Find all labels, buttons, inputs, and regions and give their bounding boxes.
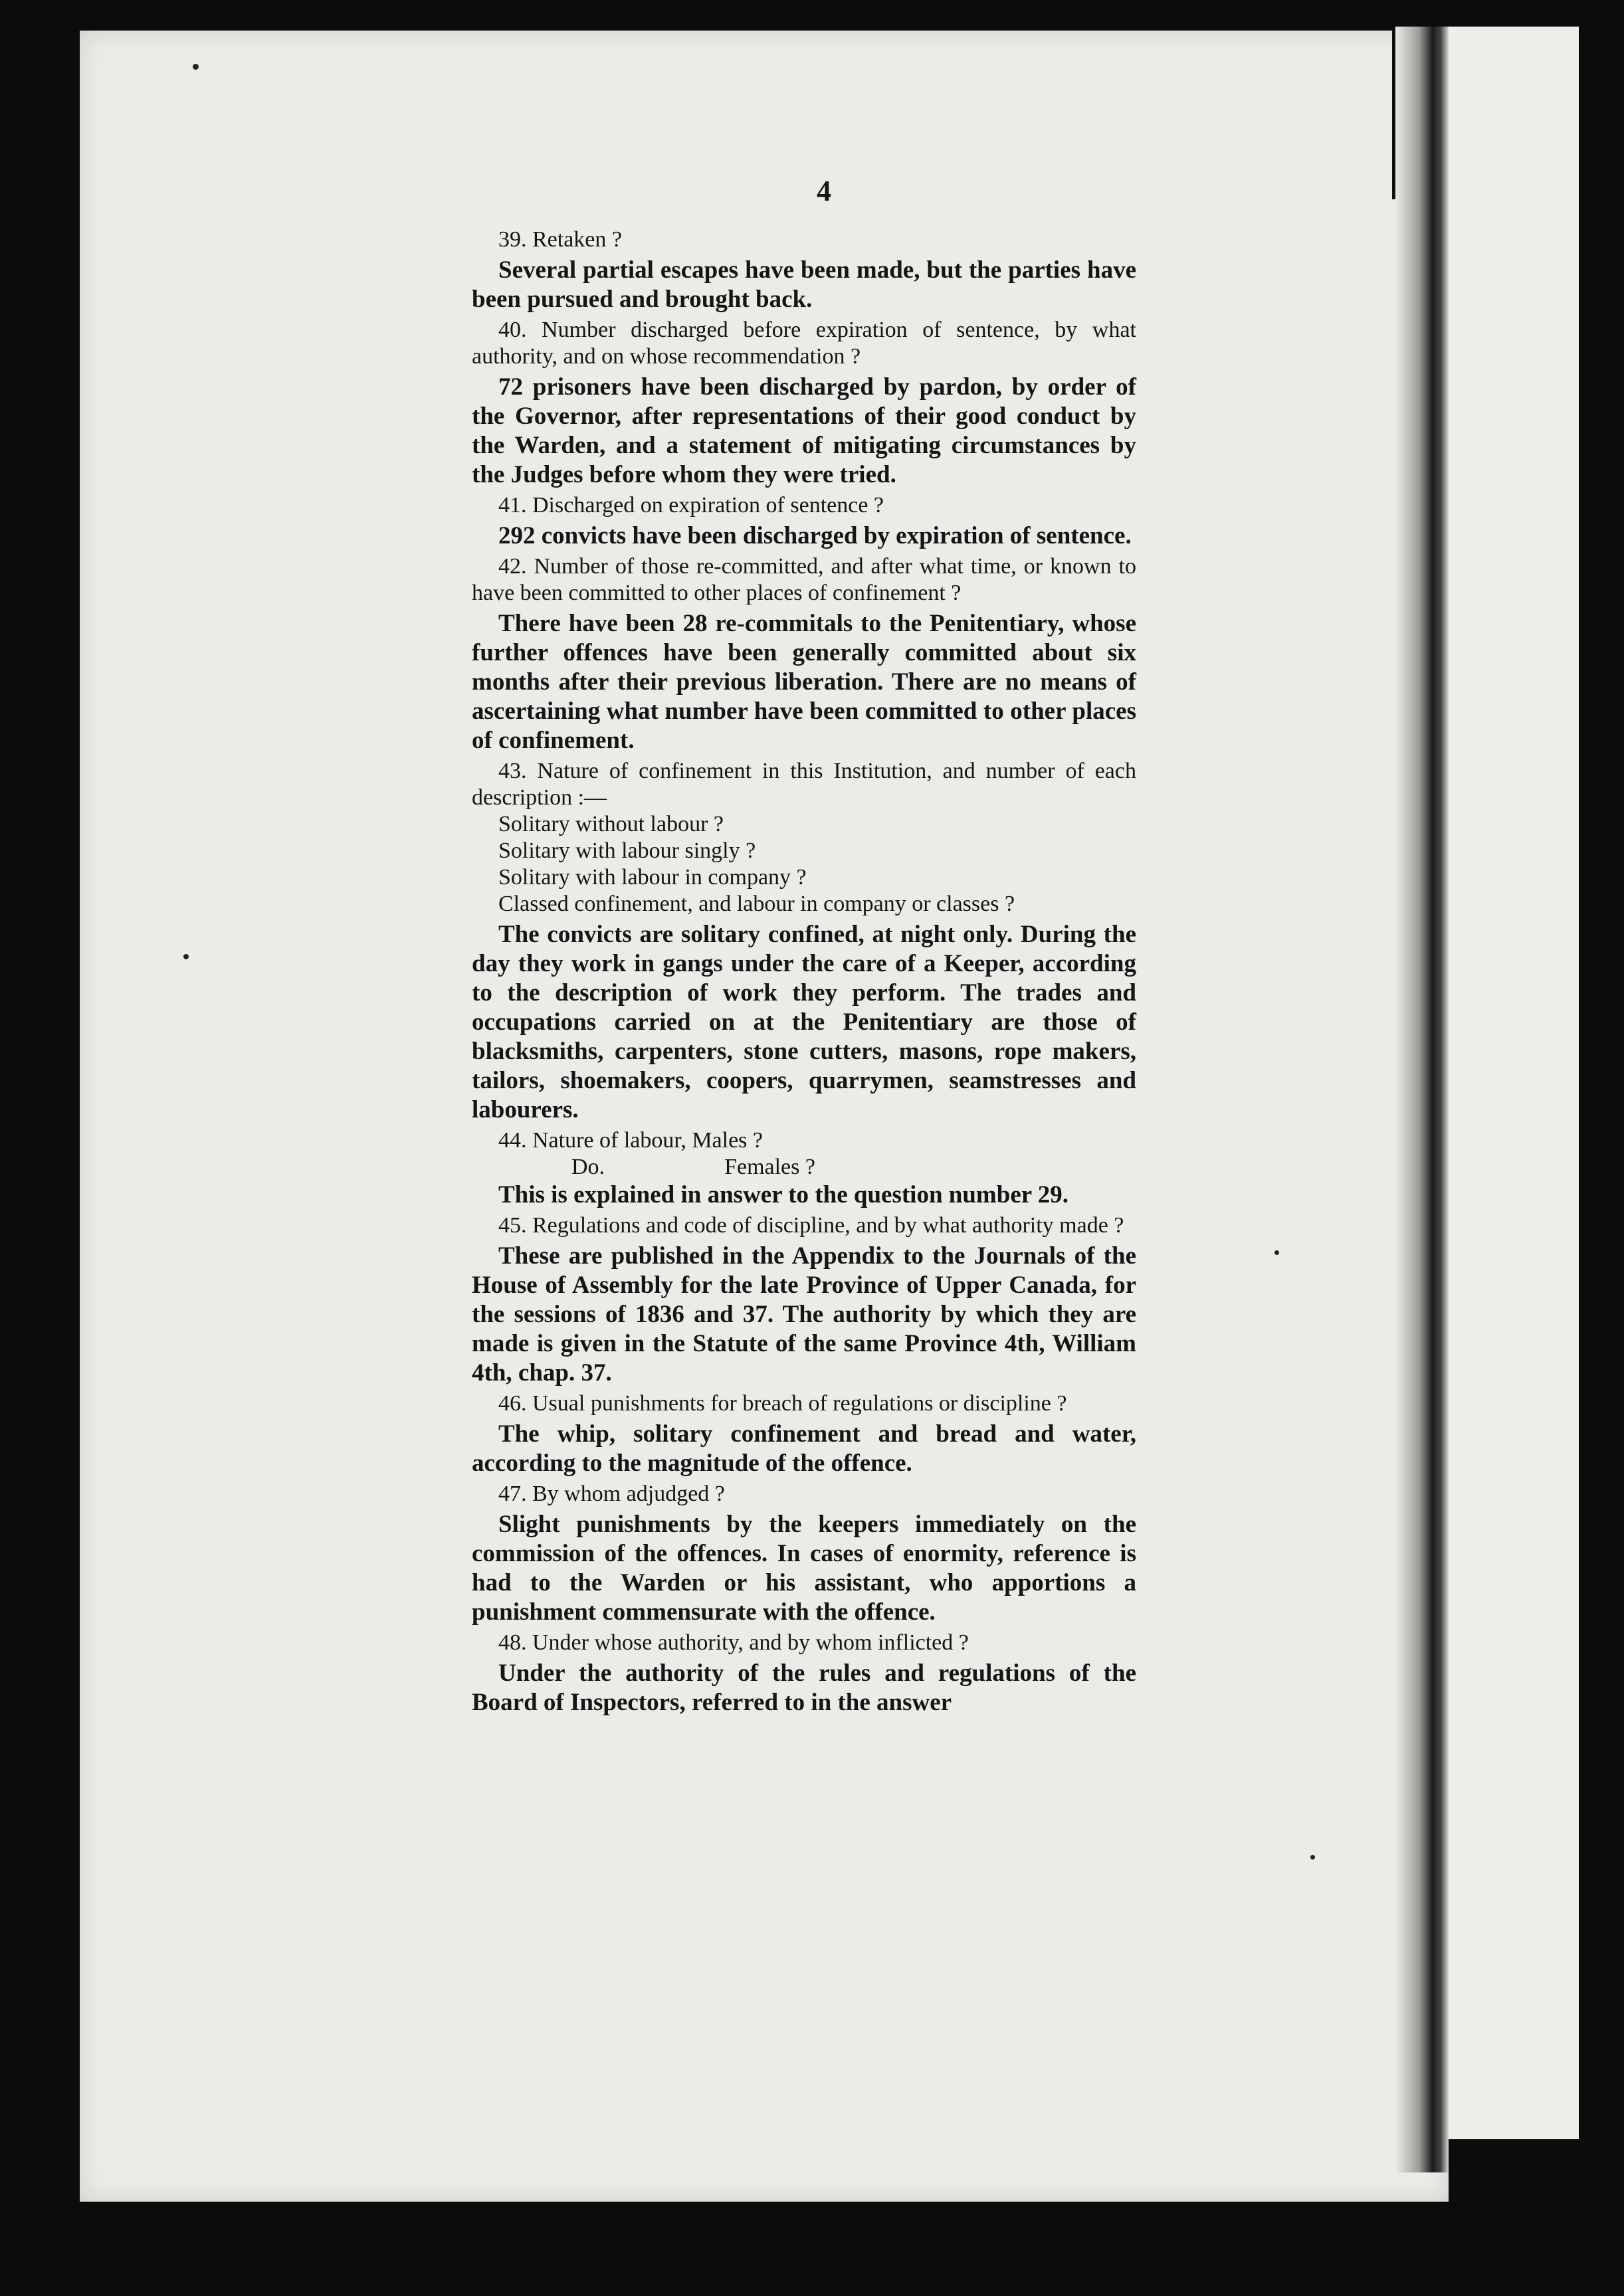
page-gutter [1395, 27, 1449, 2172]
question-42: 42. Number of those re-committed, and after what time, or known to have been committed to other places of confinement ? [472, 554, 1136, 605]
question-44-females-row [472, 1154, 1136, 1181]
page-number: 4 [817, 175, 831, 207]
question-43-option: Solitary with labour singly ? [498, 838, 756, 863]
question-41: 41. Discharged on expiration of sentence ? [498, 493, 884, 518]
answer-48: Under the authority of the rules and regulations of the Board of Inspectors, referred to in the answer [472, 1660, 1136, 1716]
page-text [472, 174, 1136, 1720]
answer-44: This is explained in answer to the question number 29. [498, 1181, 1069, 1208]
question-45: 45. Regulations and code of discipline, and by what authority made ? [498, 1213, 1124, 1238]
answer-45: These are published in the Appendix to the Journals of the House of Assembly for the late Province of Upper Canada, for the sessions of 1836 and 37. The authority by which they are made is given in the Statute of the same Province 4th, William 4th, chap. 37. [472, 1242, 1136, 1387]
answer-41: 292 convicts have been discharged by expiration of sentence. [498, 522, 1132, 549]
facing-page-edge [1449, 27, 1579, 2139]
question-43-option: Solitary without labour ? [498, 812, 724, 836]
question-46: 46. Usual punishments for breach of regulations or discipline ? [498, 1391, 1067, 1416]
question-43-classed: Classed confinement, and labour in company or classes ? [498, 892, 1015, 916]
scan-speck [183, 954, 189, 959]
question-44-females: Females ? [724, 1155, 815, 1179]
answer-46: The whip, solitary confinement and bread and water, according to the magnitude of the offence. [472, 1420, 1136, 1477]
answer-39: Several partial escapes have been made, but the parties have been pursued and brought back. [472, 256, 1136, 313]
question-44: 44. Nature of labour, Males ? [498, 1128, 763, 1153]
question-43: 43. Nature of confinement in this Institution, and number of each description :— [472, 759, 1136, 810]
answer-43: The convicts are solitary confined, at night only. During the day they work in gangs under the care of a Keeper, according to the description of work they perform. The trades and occupations carried on at the Penitentiary are those of blacksmiths, carpenters, stone cutters, masons, rope makers, tailors, shoemakers, coopers, quarrymen, seamstresses and labourers. [472, 921, 1136, 1123]
scan-speck [1310, 1855, 1315, 1860]
question-47: 47. By whom adjudged ? [498, 1482, 725, 1506]
question-43-option: Solitary with labour in company ? [498, 865, 807, 890]
answer-40: 72 prisoners have been discharged by pardon, by order of the Governor, after representations of their good conduct by the Warden, and a statement of mitigating circumstances by the Judges before whom they were tried. [472, 373, 1136, 488]
question-48: 48. Under whose authority, and by whom inflicted ? [498, 1630, 969, 1655]
scan-speck [1274, 1250, 1279, 1255]
answer-47: Slight punishments by the keepers immediately on the commission of the offences. In cases of enormity, reference is had to the Warden or his assistant, who apportions a punishment commensurate with the offence. [472, 1511, 1136, 1626]
answer-42: There have been 28 re-commitals to the Penitentiary, whose further offences have been generally committed about six months after their previous liberation. There are no means of ascertaining what number have been committed to other places of confinement. [472, 610, 1136, 754]
question-40: 40. Number discharged before expiration of sentence, by what authority, and on whose recommendation ? [472, 318, 1136, 369]
ditto-mark: Do. [571, 1155, 605, 1179]
question-39: 39. Retaken ? [498, 227, 622, 252]
scan-speck [193, 64, 199, 70]
